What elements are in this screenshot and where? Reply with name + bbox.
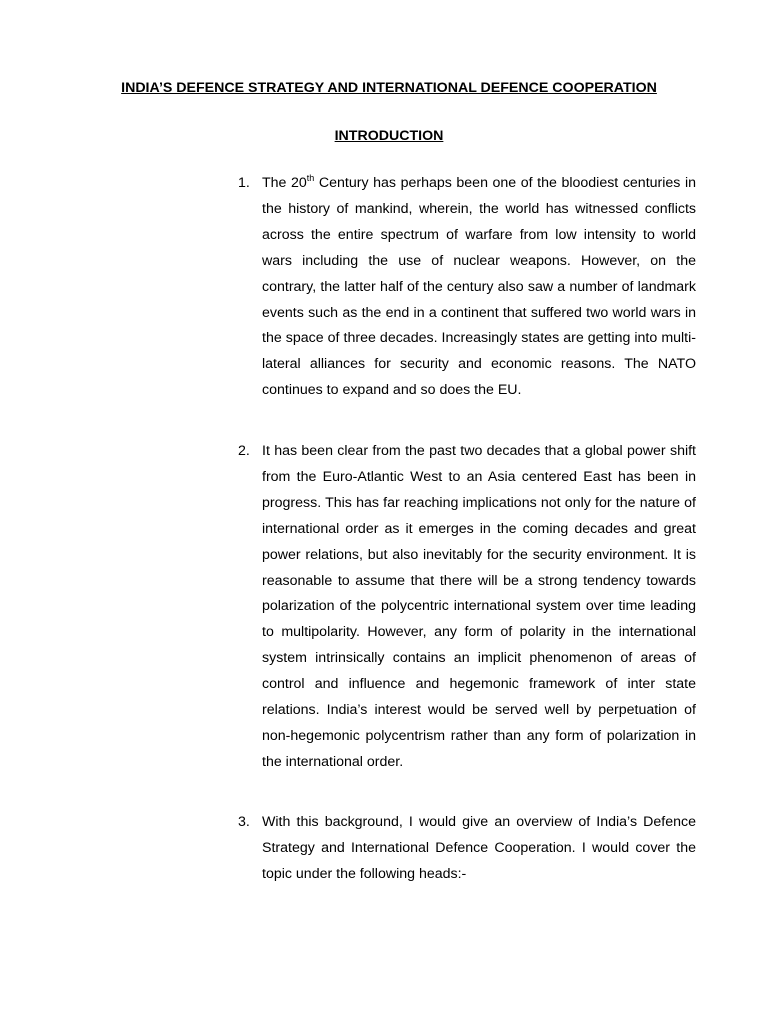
paragraph-lead: The 20 xyxy=(262,175,307,191)
paragraph-number: 3. xyxy=(238,814,250,830)
paragraph-2: It has been clear from the past two decades that a global power shift from the Euro-Atlantic West to an Asia centered East has been in progress. This has far reaching implications not only for the nature of international order as it emerges in the coming decades and great power relations, but also inevitably for the security environment. It is reasonable to assume that there will be a strong tendency towards polarization of the polycentric international system over time leading to multipolarity. However, any form of polarity in the international system intrinsically contains an implicit phenomenon of areas of control and influence and hegemonic framework of inter state relations. India’s interest would be served well by perpetuation of non-hegemonic polycentrism rather than any form of polarization in the international order. xyxy=(262,443,696,770)
document-title: INDIA’S DEFENCE STRATEGY AND INTERNATIONAL DEFENCE COOPERATION xyxy=(121,80,657,96)
superscript: th xyxy=(306,173,315,183)
paragraph-1 xyxy=(262,171,696,404)
section-heading: INTRODUCTION xyxy=(334,128,444,144)
paragraph-text: Century has perhaps been one of the bloodiest centuries in the history of mankind, wherein, the world has witnessed conflicts across the entire spectrum of warfare from low intensity to world wars including the use of nuclear weapons. However, on the contrary, the latter half of the century also saw a number of landmark events such as the end in a continent that suffered two world wars in the space of three decades. Increasingly states are getting into multi-lateral alliances for security and economic reasons. The NATO continues to expand and so does the EU. xyxy=(262,175,696,399)
paragraph-3: With this background, I would give an overview of India’s Defence Strategy and International Defence Cooperation. I would cover the topic under the following heads:- xyxy=(262,814,696,882)
paragraph-number: 2. xyxy=(238,443,250,459)
paragraph-number: 1. xyxy=(238,175,250,191)
